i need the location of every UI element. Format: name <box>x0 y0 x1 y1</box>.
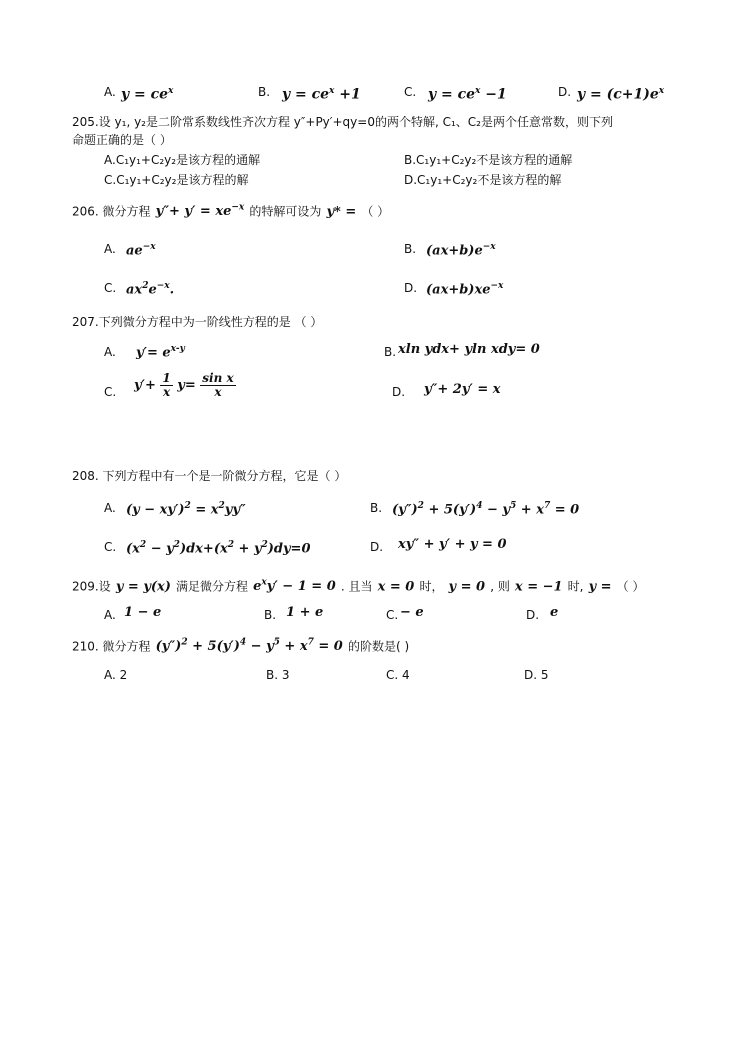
q207-c-mid: y= <box>177 378 196 393</box>
q208-a-expr1: (y − xy′) <box>126 502 185 518</box>
q204-option-a-label: A. <box>104 85 116 99</box>
q204-option-c-label: C. <box>404 85 417 99</box>
q206-d-sup: −x <box>490 281 504 291</box>
q207-option-d-label: D. <box>392 385 406 399</box>
q204-a-expr: y = ce <box>121 86 169 103</box>
q206-option-a-label: A. <box>104 242 116 256</box>
q205-option-d: D.C₁y₁+C₂y₂不是该方程的解 <box>404 173 562 187</box>
q209-xm1: x = −1 <box>514 579 563 595</box>
q209-stem <box>72 574 644 596</box>
q206-d-expr: (ax+b)xe <box>426 282 491 298</box>
q210-e3: − y <box>246 639 274 655</box>
q204-b-expr: y = ce <box>282 86 330 103</box>
q204-option-d-label: D. <box>558 85 572 99</box>
q207-stem: 207.下列微分方程中为一阶线性方程的是 （ ） <box>72 315 323 329</box>
q207-c-den2: x <box>214 385 222 399</box>
q207-a-sup: x-y <box>170 344 185 354</box>
q207-option-c-label: C. <box>104 385 117 399</box>
q209-option-c-label: C. <box>386 608 399 622</box>
q210-e4: + x <box>279 639 308 655</box>
q208-c-sup2: 2 <box>173 540 180 550</box>
q208-option-c-label: C. <box>104 540 117 554</box>
q210-e1: (y″) <box>155 639 182 655</box>
q209-option-b-label: B. <box>264 608 277 622</box>
q206-b-sup: −x <box>482 242 496 252</box>
q208-c-expr1: (x <box>126 541 140 557</box>
q207-option-c-formula <box>134 372 236 399</box>
q208-b-expr3: − y <box>482 502 510 518</box>
q208-b-sup3: 5 <box>509 501 517 511</box>
q206-eq: y″+ y′ = xe <box>155 204 232 220</box>
q206-mid: 的特解可设为 <box>249 204 322 219</box>
q208-a-expr3: yy″ <box>224 502 246 518</box>
q209-x0: x = 0 <box>377 579 415 595</box>
q207-c-num1: 1 <box>162 371 171 385</box>
q206-option-c-formula <box>126 277 174 299</box>
q208-c-expr5: )dy=0 <box>267 541 311 557</box>
q205-stem-line1: 205.设 y₁, y₂是二阶常系数线性齐次方程 y″+Py′+qy=0的两个特解, C₁、C₂是两个任意常数，则下列 <box>72 115 613 129</box>
q210-pre: 210. 微分方程 <box>72 639 151 654</box>
q204-option-b-label: B. <box>258 85 271 99</box>
q204-a-sup: x <box>168 86 174 96</box>
q208-a-expr2: = x <box>190 502 219 518</box>
q205-option-a: A.C₁y₁+C₂y₂是该方程的通解 <box>104 153 261 167</box>
q209-yx: y = y(x) <box>115 579 171 595</box>
q204-d-sup: x <box>658 86 665 96</box>
q205-option-b: B.C₁y₁+C₂y₂不是该方程的通解 <box>404 153 573 167</box>
q206-option-b-formula <box>426 238 496 260</box>
q207-c-frac1 <box>160 372 172 399</box>
q209-option-b-formula: 1 + e <box>286 605 324 620</box>
q207-c-den1: x <box>163 385 171 399</box>
q208-a-sup1: 2 <box>184 501 191 511</box>
q208-b-sup2: 4 <box>476 501 483 511</box>
q209-pre: 209.设 <box>72 579 111 594</box>
q209-eq-sup: x <box>261 578 267 588</box>
q207-a-expr: y′= e <box>136 345 171 361</box>
q205-stem-line2: 命题正确的是（ ） <box>72 133 172 147</box>
q208-option-b-label: B. <box>370 501 383 515</box>
q210-s2: 4 <box>239 638 247 648</box>
q209-mid5: 时, <box>567 579 584 594</box>
q206-option-a-formula <box>126 238 156 260</box>
q206-c-expr2: e <box>148 282 157 298</box>
q208-c-sup4: 2 <box>261 540 268 550</box>
q209-equation <box>253 579 336 594</box>
q206-stem <box>72 199 389 221</box>
q209-eq: e <box>253 579 262 595</box>
q209-y0: y = 0 <box>448 579 486 595</box>
q209-mid3: 时， <box>419 579 444 594</box>
q209-post: （ ） <box>616 579 645 594</box>
q204-option-d-formula <box>577 82 664 104</box>
q204-option-a-formula <box>121 82 173 104</box>
q210-equation <box>156 639 343 654</box>
q206-c-tail: . <box>169 282 175 298</box>
q207-c-pre: y′+ <box>134 378 156 393</box>
q206-a-expr: ae <box>126 243 143 259</box>
q210-option-c: C. 4 <box>386 668 410 682</box>
q206-option-c-label: C. <box>104 281 117 295</box>
q209-mid4: , 则 <box>490 579 510 594</box>
q206-option-d-formula <box>426 277 503 299</box>
q208-stem: 208. 下列方程中有一个是一阶微分方程，它是（ ） <box>72 469 347 483</box>
q208-a-sup2: 2 <box>218 501 225 511</box>
q209-mid1: 满足微分方程 <box>176 579 249 594</box>
q209-option-a-label: A. <box>104 608 116 622</box>
q210-option-a: A. 2 <box>104 668 128 682</box>
q208-c-sup3: 2 <box>227 540 234 550</box>
q208-c-expr3: )dx+(x <box>179 541 228 557</box>
q210-post: 的阶数是( ) <box>347 639 410 654</box>
q210-s4: 7 <box>307 638 314 648</box>
q204-b-tail: +1 <box>334 86 361 103</box>
q206-pre: 206. 微分方程 <box>72 204 151 219</box>
q204-c-tail: −1 <box>480 86 507 103</box>
q208-b-expr5: = 0 <box>550 502 580 518</box>
q207-option-b-formula: xln ydx+ yln xdy= 0 <box>398 342 540 357</box>
q206-b-expr: (ax+b)e <box>426 243 483 259</box>
q207-option-b-label: B. <box>384 345 397 359</box>
q207-option-d-formula: y″+ 2y′ = x <box>424 382 501 397</box>
q206-post: （ ） <box>361 204 390 219</box>
q204-d-expr: y = (c+1)e <box>577 86 659 103</box>
q208-option-d-formula: xy″ + y′ + y = 0 <box>398 537 507 552</box>
q208-c-expr4: + y <box>234 541 262 557</box>
q210-stem <box>72 634 409 656</box>
q205-option-c: C.C₁y₁+C₂y₂是该方程的解 <box>104 173 249 187</box>
q208-option-d-label: D. <box>370 540 384 554</box>
q208-b-sup1: 2 <box>417 501 424 511</box>
q209-ye: y = <box>588 579 612 595</box>
q210-s3: 5 <box>273 638 280 648</box>
q204-option-c-formula <box>428 82 507 104</box>
q207-c-num2: sin x <box>202 371 234 385</box>
q208-b-expr1: (y″) <box>392 502 418 518</box>
q206-c-expr: ax <box>126 282 143 298</box>
q209-mid2: . 且当 <box>340 579 373 594</box>
q208-b-sup4: 7 <box>543 501 551 511</box>
q210-s1: 2 <box>181 638 188 648</box>
q208-c-sup1: 2 <box>139 540 147 550</box>
q206-a-sup: −x <box>142 242 156 252</box>
q206-ystar: y* = <box>326 204 357 220</box>
q210-option-b: B. 3 <box>266 668 290 682</box>
q206-equation <box>156 204 245 219</box>
q207-c-frac2 <box>200 372 235 399</box>
q209-option-d-formula: e <box>550 605 559 620</box>
q207-option-a-label: A. <box>104 345 116 359</box>
q209-option-c-formula: − e <box>400 605 424 620</box>
q208-option-c-formula <box>126 536 311 558</box>
q208-b-expr4: + x <box>516 502 544 518</box>
q209-option-d-label: D. <box>526 608 540 622</box>
q204-c-expr: y = ce <box>428 86 476 103</box>
q206-c-sup1: 2 <box>142 281 149 291</box>
q208-option-a-formula <box>126 497 246 519</box>
q209-eq2: y′ − 1 = 0 <box>266 579 336 595</box>
q210-option-d: D. 5 <box>524 668 549 682</box>
q204-c-sup: x <box>475 86 481 96</box>
q206-option-b-label: B. <box>404 242 417 256</box>
q204-b-sup: x <box>329 86 335 96</box>
q208-option-b-formula <box>392 497 579 519</box>
q209-option-a-formula: 1 − e <box>124 605 162 620</box>
q208-option-a-label: A. <box>104 501 116 515</box>
q206-c-sup2: −x <box>156 281 170 291</box>
q207-option-a-formula <box>136 340 185 362</box>
q210-e5: = 0 <box>313 639 343 655</box>
q204-option-b-formula <box>282 82 361 104</box>
q206-eq-sup: −x <box>231 203 245 213</box>
q210-e2: + 5(y′) <box>187 639 240 655</box>
q206-option-d-label: D. <box>404 281 418 295</box>
q208-b-expr2: + 5(y′) <box>423 502 477 518</box>
q208-c-expr2: − y <box>146 541 174 557</box>
